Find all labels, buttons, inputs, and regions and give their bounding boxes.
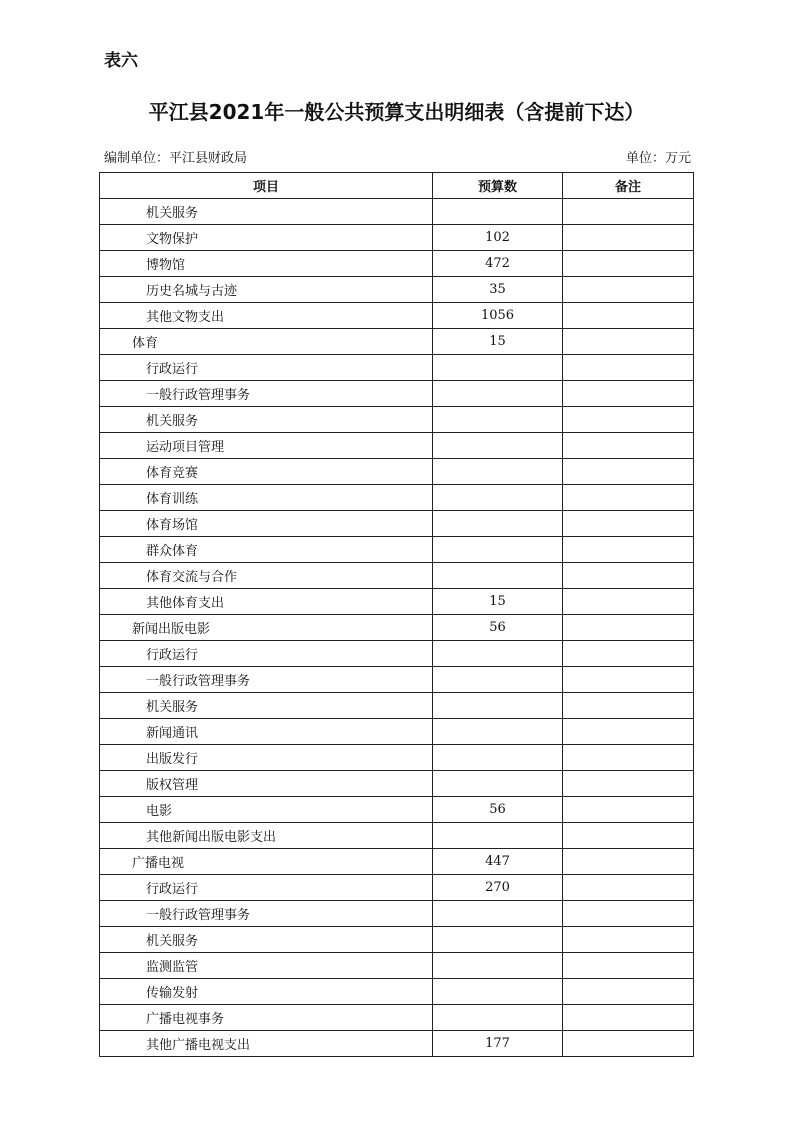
row-item-cell: 出版发行 <box>100 745 433 771</box>
row-note-cell <box>563 511 694 537</box>
row-amount-cell: 270 <box>433 875 563 901</box>
row-note-cell <box>563 849 694 875</box>
row-amount-cell <box>433 745 563 771</box>
row-amount-cell: 56 <box>433 615 563 641</box>
table-row <box>100 823 694 849</box>
row-note-cell <box>563 615 694 641</box>
column-header-note: 备注 <box>563 173 694 199</box>
row-amount-cell: 177 <box>433 1031 563 1057</box>
row-note-cell <box>563 303 694 329</box>
row-item-cell: 广播电视事务 <box>100 1005 433 1031</box>
row-item-cell: 新闻出版电影 <box>100 615 433 641</box>
row-item-cell: 机关服务 <box>100 927 433 953</box>
table-row <box>100 641 694 667</box>
row-item-cell: 博物馆 <box>100 251 433 277</box>
table-row <box>100 849 694 875</box>
table-row <box>100 303 694 329</box>
row-amount-cell: 56 <box>433 797 563 823</box>
table-row <box>100 355 694 381</box>
row-item-cell: 其他新闻出版电影支出 <box>100 823 433 849</box>
column-header-item: 项目 <box>100 173 433 199</box>
row-amount-cell <box>433 563 563 589</box>
row-amount-cell <box>433 537 563 563</box>
row-note-cell <box>563 927 694 953</box>
table-row <box>100 797 694 823</box>
table-row <box>100 953 694 979</box>
row-item-cell: 电影 <box>100 797 433 823</box>
row-note-cell <box>563 537 694 563</box>
row-item-cell: 群众体育 <box>100 537 433 563</box>
table-row <box>100 537 694 563</box>
row-amount-cell <box>433 719 563 745</box>
table-row <box>100 667 694 693</box>
table-row <box>100 225 694 251</box>
budget-table <box>99 172 694 1057</box>
row-amount-cell <box>433 667 563 693</box>
row-note-cell <box>563 771 694 797</box>
row-amount-cell <box>433 953 563 979</box>
table-row <box>100 459 694 485</box>
row-note-cell <box>563 485 694 511</box>
row-amount-cell <box>433 901 563 927</box>
table-body <box>100 199 694 1057</box>
row-note-cell <box>563 1005 694 1031</box>
row-note-cell <box>563 667 694 693</box>
table-row <box>100 719 694 745</box>
row-note-cell <box>563 381 694 407</box>
row-amount-cell <box>433 433 563 459</box>
table-row <box>100 485 694 511</box>
row-amount-cell: 472 <box>433 251 563 277</box>
row-note-cell <box>563 745 694 771</box>
table-row <box>100 329 694 355</box>
row-amount-cell: 15 <box>433 589 563 615</box>
table-row <box>100 251 694 277</box>
row-note-cell <box>563 433 694 459</box>
table-row <box>100 927 694 953</box>
table-row <box>100 745 694 771</box>
row-item-cell: 监测监管 <box>100 953 433 979</box>
row-item-cell: 体育 <box>100 329 433 355</box>
row-amount-cell <box>433 771 563 797</box>
row-note-cell <box>563 979 694 1005</box>
row-amount-cell: 447 <box>433 849 563 875</box>
table-row <box>100 563 694 589</box>
table-row <box>100 1031 694 1057</box>
row-note-cell <box>563 225 694 251</box>
table-row <box>100 979 694 1005</box>
row-amount-cell <box>433 1005 563 1031</box>
table-row <box>100 693 694 719</box>
table-row <box>100 875 694 901</box>
sheet-label: 表六 <box>104 51 138 71</box>
table-header-row <box>100 173 694 199</box>
row-item-cell: 一般行政管理事务 <box>100 667 433 693</box>
row-item-cell: 历史名城与古迹 <box>100 277 433 303</box>
row-amount-cell <box>433 485 563 511</box>
row-amount-cell <box>433 511 563 537</box>
row-item-cell: 体育交流与合作 <box>100 563 433 589</box>
row-item-cell: 机关服务 <box>100 199 433 225</box>
row-item-cell: 行政运行 <box>100 641 433 667</box>
table-row <box>100 589 694 615</box>
currency-unit: 单位：万元 <box>625 151 691 166</box>
row-note-cell <box>563 641 694 667</box>
row-note-cell <box>563 1031 694 1057</box>
row-amount-cell <box>433 199 563 225</box>
table-row <box>100 615 694 641</box>
row-item-cell: 一般行政管理事务 <box>100 381 433 407</box>
row-amount-cell <box>433 823 563 849</box>
row-amount-cell: 102 <box>433 225 563 251</box>
row-note-cell <box>563 719 694 745</box>
row-amount-cell <box>433 459 563 485</box>
row-item-cell: 体育场馆 <box>100 511 433 537</box>
row-item-cell: 行政运行 <box>100 355 433 381</box>
table-row <box>100 771 694 797</box>
table-row <box>100 511 694 537</box>
row-amount-cell: 35 <box>433 277 563 303</box>
row-item-cell: 其他文物支出 <box>100 303 433 329</box>
row-item-cell: 版权管理 <box>100 771 433 797</box>
row-item-cell: 机关服务 <box>100 407 433 433</box>
row-item-cell: 机关服务 <box>100 693 433 719</box>
row-amount-cell <box>433 693 563 719</box>
row-item-cell: 其他体育支出 <box>100 589 433 615</box>
row-amount-cell <box>433 641 563 667</box>
row-item-cell: 运动项目管理 <box>100 433 433 459</box>
row-note-cell <box>563 355 694 381</box>
row-amount-cell <box>433 381 563 407</box>
row-note-cell <box>563 563 694 589</box>
row-note-cell <box>563 277 694 303</box>
row-item-cell: 新闻通讯 <box>100 719 433 745</box>
compiling-unit: 编制单位：平江县财政局 <box>104 151 248 166</box>
row-note-cell <box>563 797 694 823</box>
row-item-cell: 传输发射 <box>100 979 433 1005</box>
row-amount-cell <box>433 979 563 1005</box>
row-amount-cell <box>433 927 563 953</box>
column-header-amount: 预算数 <box>433 173 563 199</box>
table-row <box>100 433 694 459</box>
row-item-cell: 广播电视 <box>100 849 433 875</box>
row-item-cell: 一般行政管理事务 <box>100 901 433 927</box>
row-note-cell <box>563 693 694 719</box>
row-note-cell <box>563 329 694 355</box>
table-row <box>100 407 694 433</box>
row-amount-cell <box>433 355 563 381</box>
row-note-cell <box>563 251 694 277</box>
row-note-cell <box>563 459 694 485</box>
row-note-cell <box>563 953 694 979</box>
table-row <box>100 1005 694 1031</box>
row-item-cell: 文物保护 <box>100 225 433 251</box>
row-note-cell <box>563 589 694 615</box>
row-item-cell: 体育训练 <box>100 485 433 511</box>
row-item-cell: 行政运行 <box>100 875 433 901</box>
row-note-cell <box>563 199 694 225</box>
row-item-cell: 其他广播电视支出 <box>100 1031 433 1057</box>
table-row <box>100 277 694 303</box>
document-title: 平江县2021年一般公共预算支出明细表（含提前下达） <box>148 100 645 124</box>
table-row <box>100 199 694 225</box>
row-note-cell <box>563 875 694 901</box>
row-item-cell: 体育竞赛 <box>100 459 433 485</box>
table-row <box>100 381 694 407</box>
row-note-cell <box>563 407 694 433</box>
row-amount-cell: 15 <box>433 329 563 355</box>
row-note-cell <box>563 901 694 927</box>
row-amount-cell <box>433 407 563 433</box>
table-row <box>100 901 694 927</box>
row-amount-cell: 1056 <box>433 303 563 329</box>
row-note-cell <box>563 823 694 849</box>
